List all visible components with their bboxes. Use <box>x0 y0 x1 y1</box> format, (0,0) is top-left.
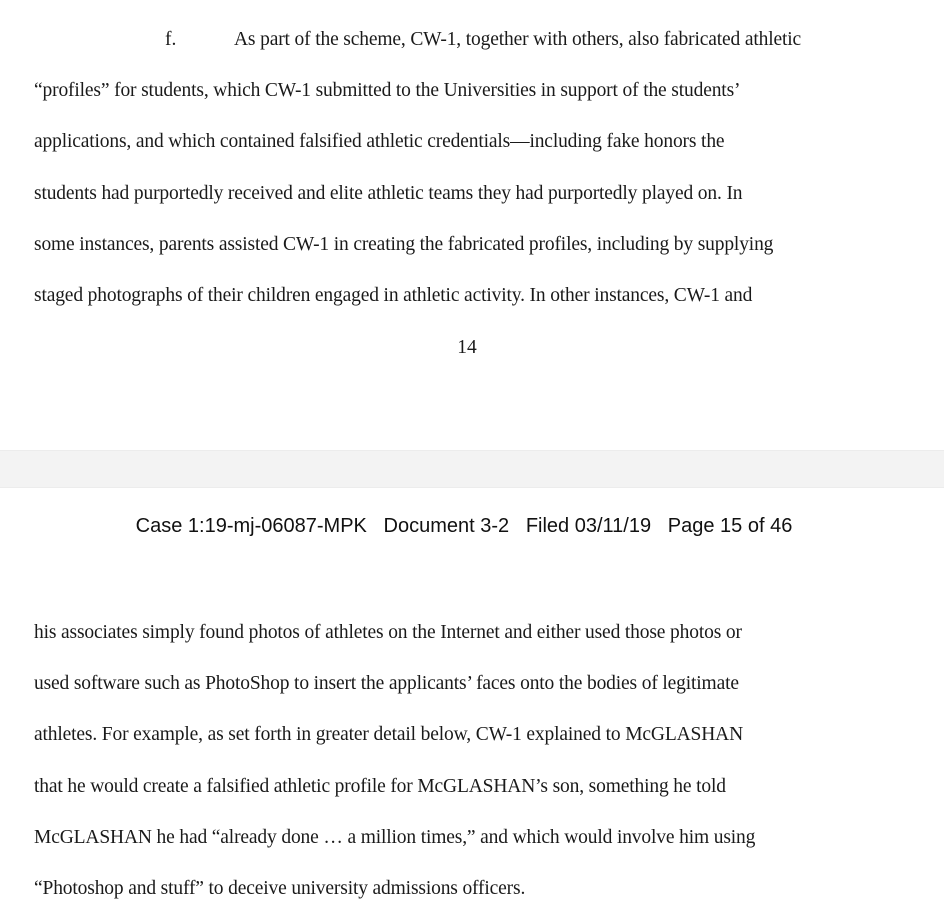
body-text-line: As part of the scheme, CW-1, together with others, also fabricated athletic <box>234 29 802 50</box>
case-header: Case 1:19-mj-06087-MPK Document 3-2 Filed 03/11/19 Page 15 of 46 <box>135 515 793 537</box>
paragraph-marker: f. <box>165 29 177 50</box>
page-number: 14 <box>457 337 477 358</box>
body-text-line: used software such as PhotoShop to insert the applicants’ faces onto the bodies of legitimate <box>34 673 739 694</box>
body-text-line: students had purportedly received and elite athletic teams they had purportedly played on. In <box>34 183 743 204</box>
page-separator <box>0 450 944 488</box>
page-14 <box>0 0 944 450</box>
body-text-line: staged photographs of their children engaged in athletic activity. In other instances, CW-1 and <box>34 285 753 306</box>
body-text-line: that he would create a falsified athletic profile for McGLASHAN’s son, something he told <box>34 776 726 797</box>
body-text-line: applications, and which contained falsified athletic credentials—including fake honors the <box>34 131 725 152</box>
body-text-line: “Photoshop and stuff” to deceive university admissions officers. <box>34 878 526 899</box>
body-text-line: athletes. For example, as set forth in greater detail below, CW-1 explained to McGLASHAN <box>34 724 744 745</box>
body-text-line: “profiles” for students, which CW-1 submitted to the Universities in support of the students’ <box>34 80 741 101</box>
body-text-line: some instances, parents assisted CW-1 in creating the fabricated profiles, including by supplying <box>34 234 774 255</box>
body-text-line: McGLASHAN he had “already done … a million times,” and which would involve him using <box>34 827 756 848</box>
body-text-line: his associates simply found photos of athletes on the Internet and either used those photos or <box>34 622 742 643</box>
page-15 <box>0 488 944 918</box>
